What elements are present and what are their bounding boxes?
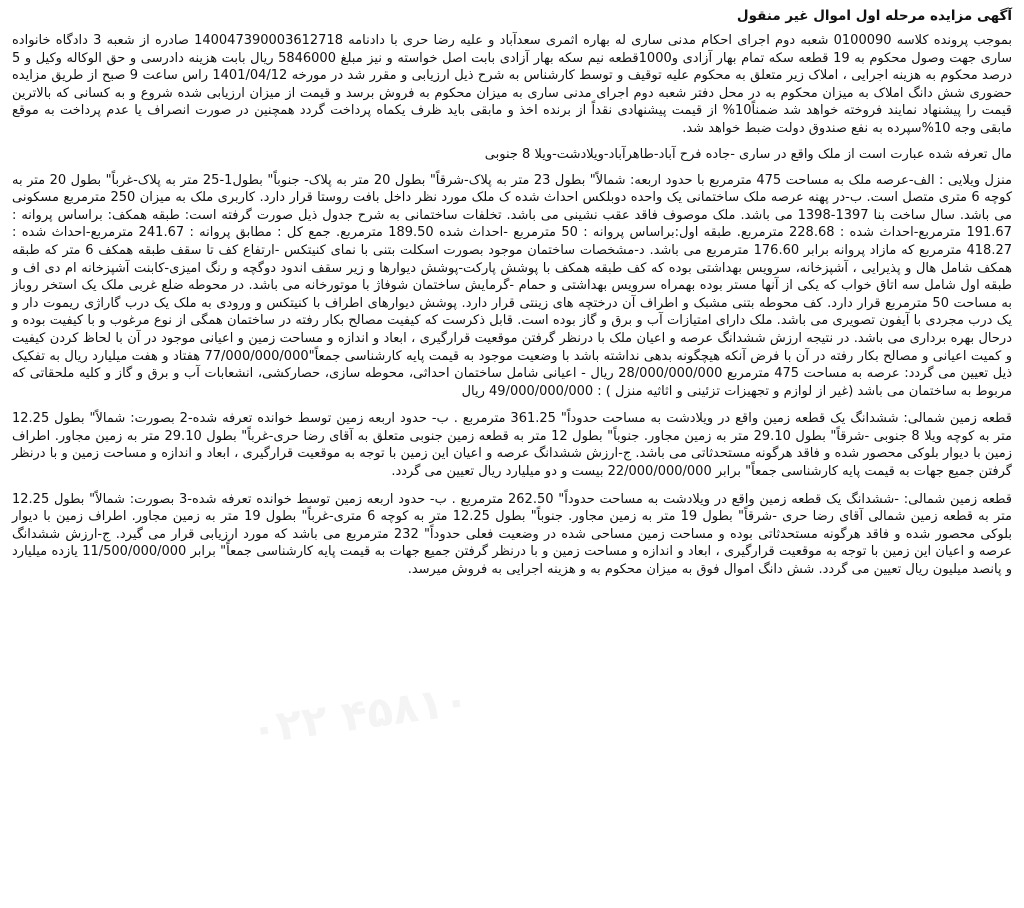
watermark: ۰۲۲ ۴۵۸۱۰ bbox=[247, 674, 473, 755]
intro-paragraph: بموجب پرونده کلاسه 0100090 شعبه دوم اجرای احکام مدنی ساری له بهاره اثمری سعدآباد و علیه رضا حری با دادنامه 140047390003612718 صادره از شعبه 3 دادگاه خانواده ساری جهت وصول محکوم به 19 قطعه سکه تمام بهار آزادی و1000قطعه نیم سکه بهار آزادی بابت اصل خواسته و نیز مبلغ 5846000 ریال بابت هزینه دادرسی و حق الوکاله وکیل و 5 درصد محکوم به هزینه اجرایی ، املاک زیر متعلق به محکوم علیه توقیف و توسط کارشناس به شرح ذیل ارزیابی و مقرر شد در مورخه 1401/04/12 راس ساعت 9 صبح از طریق مزایده حضوری شش دانگ املاک به میزان محکوم به در محل دفتر شعبه دوم اجرای مدنی ساری به میزان محکوم به فروش برسد و قیمت از میزان ارزیابی شده شروع و به کسانی که بالاترین قیمت را پیشنهاد نمایند فروخته خواهد شد ضمناً10% از قیمت پیشنهادی نقداً از برنده اخذ و مابقی باید ظرف یکماه پرداخت گردد همچنین در صورت انصراف یا عدم پرداخت به موقع مابقی وجه 10%سپرده به نفع صندوق دولت ضبط خواهد شد. bbox=[12, 33, 1012, 136]
property-subheading: مال تعرفه شده عبارت است از ملک واقع در ساری -جاده فرح آباد-طاهرآباد-ویلادشت-ویلا 8 جنوبی bbox=[484, 146, 1012, 162]
item-3-north-land: قطعه زمین شمالی: -ششدانگ یک قطعه زمین واقع در ویلادشت به مساحت حدوداً" 262.50 مترمربع . ب- حدود اربعه زمین توسط خوانده تعرفه شده-3 بصورت: شمالاً" بطول 12.25 متر به قطعه زمین شمالی آقای رضا حری -شرقاً" بطول 19 متر به زمین مجاور. جنوباً" بطول 12.25 متر به کوچه 6 متری-غرباً" بطول 19 متر به زمین مجاور. اطراف زمین با دیوار بلوکی محصور شده و فاقد هرگونه مستحدثاتی بوده و مساحت زمین مساحی شده در وضعیت فعلی حدوداً" 232 مترمربع می باشد که مورد ارزیابی قرار می گیرد. ج-ارزش ششدانگ عرصه و اعیان این زمین با توجه به موقعیت قرارگیری ، ابعاد و اندازه و مساحت زمین و با درنظر گرفتن جمیع جهات به قیمت پایه کارشناسی جمعاً" برابر 11/500/000/000 یازده میلیارد و پانصد میلیون ریال تعیین می گردد. شش دانگ اموال فوق به میزان محکوم به و هزینه اجرایی به فروش میرسد. bbox=[12, 491, 1012, 578]
item-2-north-land: قطعه زمین شمالی: ششدانگ یک قطعه زمین واقع در ویلادشت به مساحت حدوداً" 361.25 مترمربع . ب- حدود اربعه زمین توسط خوانده تعرفه شده-2 بصورت: شمالاً" بطول 12.25 متر به کوچه ویلا 8 جنوبی -شرقاً" بطول 29.10 متر به زمین مجاور. جنوباً" بطول 12 متر به قطعه زمین جنوبی متعلق به آقای رضا حری-غرباً" بطول 29.10 متر به زمین مجاور. اطراف زمین با دیوار بلوکی محصور شده و فاقد هرگونه مستحدثاتی می باشد. ج-ارزش ششدانگ عرصه و اعیان این زمین با توجه به موقعیت قرارگیری ، ابعاد و اندازه و مساحت زمین و با درنظر گرفتن جمیع جهات به قیمت پایه کارشناسی جمعاً" برابر 22/000/000/000 بیست و دو میلیارد ریال تعیین می گردد. bbox=[12, 411, 1012, 480]
item-1-villa: منزل ویلایی : الف-عرصه ملک به مساحت 475 مترمربع با حدود اربعه: شمالاً" بطول 23 متر به پلاک-شرقاً" بطول 20 متر به پلاک- جنوباً" بطول1-25 متر به پلاک-غرباً" بطول 20 متر به کوچه 6 متری متصل است. ب-در پهنه عرصه ملک ساختمانی یک واحده دوبلکس احداث شده ک ملک مورد نظر داخل بافت روستا قرار دارد. کاربری ملک به میزان 250 مترمربع مسکونی می باشد. سال ساخت بنا 1397-1398 می باشد. ملک موصوف فاقد عقب نشینی می باشد. تخلفات ساختمانی به شرح جدول ذیل صورت گرفته است: طبقه همکف: براساس پروانه : 191.67 مترمربع-احداث شده : 228.68 مترمربع. طبقه اول:براساس پروانه : 50 مترمربع -احداث شده 189.50 مترمربع. جمع کل : مطابق پروانه : 241.67 مترمربع-احداث شده : 418.27 مترمربع که مازاد پروانه برابر 176.60 مترمربع می باشد. د-مشخصات ساختمان موجود بصورت اسکلت بتنی با نمای کنیتکس -ارتفاع کف تا سقف طبقه همکف 6 متر که طبقه همکف شامل هال و پذیرایی ، آشپزخانه، سرویس بهداشتی بوده که کف طبقه همکف با پوشش پارکت-پوشش دیوارها و زیر سقف اندود دوگچه و رنگ امیزی-کابنت آشپزخانه ام دی اف و طبقه اول شامل سه اتاق خواب که یکی از آنها مستر بوده بهمراه سرویس بهداشتی و حمام -گرمایش ساختمان شوفاژ با موتورخانه می باشد. در محوطه ضلع غربی ملک یک استخر روباز به مساحت 50 مترمربع قرار دارد. کف محوطه بتنی مشبک و اطراف آن درختچه های زینتی قرار دارد. پوشش دیوارهای اطراف با کنیتکس و ورودی به ملک یک درب گاراژی ریموت دار و یک درب مجردی با آیفون تصویری می باشد. ملک دارای امتیازات آب و برق و گاز بوده است. قابل ذکرست که کیفیت مصالح بکار رفته در ساختمان همگی از نوع مرغوب و با کیفیت بوده و درحال بهره برداری می باشد. در نتیجه ارزش ششدانگ عرصه و اعیان ملک با درنظر گرفتن موقعیت قرارگیری ، ابعاد و اندازه و مساحت زمین و اعیانی موجود در آن با لحاظ کردن کیفیت و کمیت اعیانی و مصالح بکار رفته در آن با فرض آنکه هیچگونه بدهی نداشته باشد با وضعیت موجود به قیمت پایه کارشناسی جمعاً"77/000/000/000 هفتاد و هفت میلیارد ریال به تفکیک ذیل تعیین می گردد: عرصه به مساحت 475 مترمربع 28/000/000/000 ریال - اعیانی شامل ساختمان احداثی، محوطه سازی، حصارکشی، انشعابات آب و برق و گاز و کلیه ملحقاتی که مربوط به ساختمان می باشد (غیر از لوازم و تجهیزات تزئینی و اثاثیه منزل ) : 49/000/000/000 ریال bbox=[12, 172, 1013, 399]
notice-title: آگهی مزایده مرحله اول اموال غیر منقول bbox=[736, 8, 1012, 24]
